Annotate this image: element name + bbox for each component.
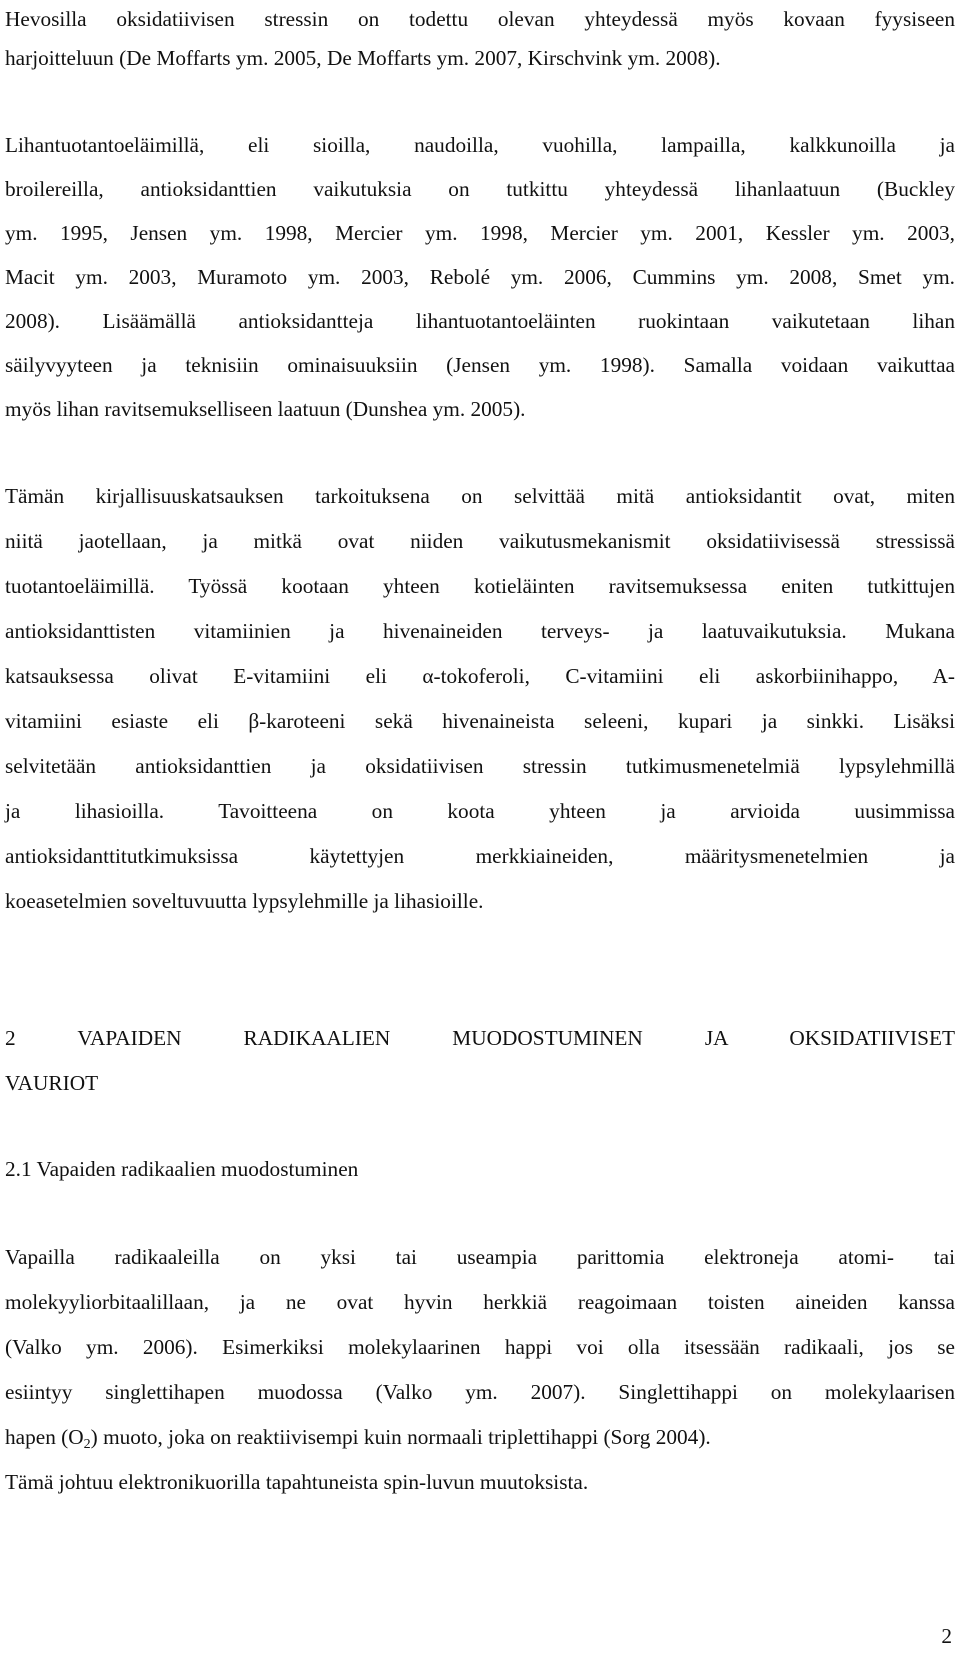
text-line: Lihantuotantoeläimillä, eli sioilla, naudoilla, vuohilla, lampailla, kalkkunoilla ja	[5, 133, 955, 157]
section-heading: 2 VAPAIDEN RADIKAALIEN MUODOSTUMINEN JA OKSIDATIIVISET	[5, 1026, 955, 1050]
text-line: Hevosilla oksidatiivisen stressin on todettu olevan yhteydessä myös kovaan fyysiseen	[5, 7, 955, 31]
text-fragment: ) muoto, joka on reaktiivisempi kuin normaali triplettihappi (Sorg 2004).	[90, 1425, 711, 1449]
subscript: 2	[83, 1437, 91, 1452]
text-line: myös lihan ravitsemukselliseen laatuun (Dunshea ym. 2005).	[5, 397, 526, 421]
text-line: tuotantoeläimillä. Työssä kootaan yhteen kotieläinten ravitsemuksessa eniten tutkittujen	[5, 574, 955, 598]
text-line: niitä jaotellaan, ja mitkä ovat niiden vaikutusmekanismit oksidatiivisessä stressissä	[5, 529, 955, 553]
text-line: antioksidanttisten vitamiinien ja hivenaineiden terveys- ja laatuvaikutuksia. Mukana	[5, 619, 955, 643]
text-line: esiintyy singlettihapen muodossa (Valko ym. 2007). Singlettihappi on molekylaarisen	[5, 1380, 955, 1404]
text-line: katsauksessa olivat E-vitamiini eli α-tokoferoli, C-vitamiini eli askorbiinihappo, A-	[5, 664, 955, 688]
text-line: Macit ym. 2003, Muramoto ym. 2003, Rebolé ym. 2006, Cummins ym. 2008, Smet ym.	[5, 265, 955, 289]
text-line: Tämän kirjallisuuskatsauksen tarkoituksena on selvittää mitä antioksidantit ovat, miten	[5, 484, 955, 508]
text-line: broilereilla, antioksidanttien vaikutuksia on tutkittu yhteydessä lihanlaatuun (Buckley	[5, 177, 955, 201]
text-line: Vapailla radikaaleilla on yksi tai useampia parittomia elektroneja atomi- tai	[5, 1245, 955, 1269]
text-line: harjoitteluun (De Moffarts ym. 2005, De Moffarts ym. 2007, Kirschvink ym. 2008).	[5, 46, 721, 70]
page-number: 2	[941, 1624, 952, 1648]
text-line	[5, 1415, 955, 1459]
text-line: ym. 1995, Jensen ym. 1998, Mercier ym. 1998, Mercier ym. 2001, Kessler ym. 2003,	[5, 221, 955, 245]
subsection-heading: 2.1 Vapaiden radikaalien muodostuminen	[5, 1157, 359, 1181]
text-line: Tämä johtuu elektronikuorilla tapahtuneista spin-luvun muutoksista.	[5, 1470, 589, 1494]
text-line: selvitetään antioksidanttien ja oksidatiivisen stressin tutkimusmenetelmiä lypsylehmillä	[5, 754, 955, 778]
text-line: säilyvyyteen ja teknisiin ominaisuuksiin (Jensen ym. 1998). Samalla voidaan vaikuttaa	[5, 353, 955, 377]
text-line: antioksidanttitutkimuksissa käytettyjen merkkiaineiden, määritysmenetelmien ja	[5, 844, 955, 868]
text-line: ja lihasioilla. Tavoitteena on koota yhteen ja arvioida uusimmissa	[5, 799, 955, 823]
text-line: koeasetelmien soveltuvuutta lypsylehmille ja lihasioille.	[5, 889, 484, 913]
text-line: 2008). Lisäämällä antioksidantteja lihantuotantoeläinten ruokintaan vaikutetaan lihan	[5, 309, 955, 333]
text-line: vitamiini esiaste eli β-karoteeni sekä hivenaineista seleeni, kupari ja sinkki. Lisäksi	[5, 709, 955, 733]
section-heading: VAURIOT	[5, 1071, 99, 1095]
text-line: molekyyliorbitaalillaan, ja ne ovat hyvin herkkiä reagoimaan toisten aineiden kanssa	[5, 1290, 955, 1314]
text-fragment: hapen (O	[5, 1425, 84, 1449]
text-line: (Valko ym. 2006). Esimerkiksi molekylaarinen happi voi olla itsessään radikaali, jos se	[5, 1335, 955, 1359]
